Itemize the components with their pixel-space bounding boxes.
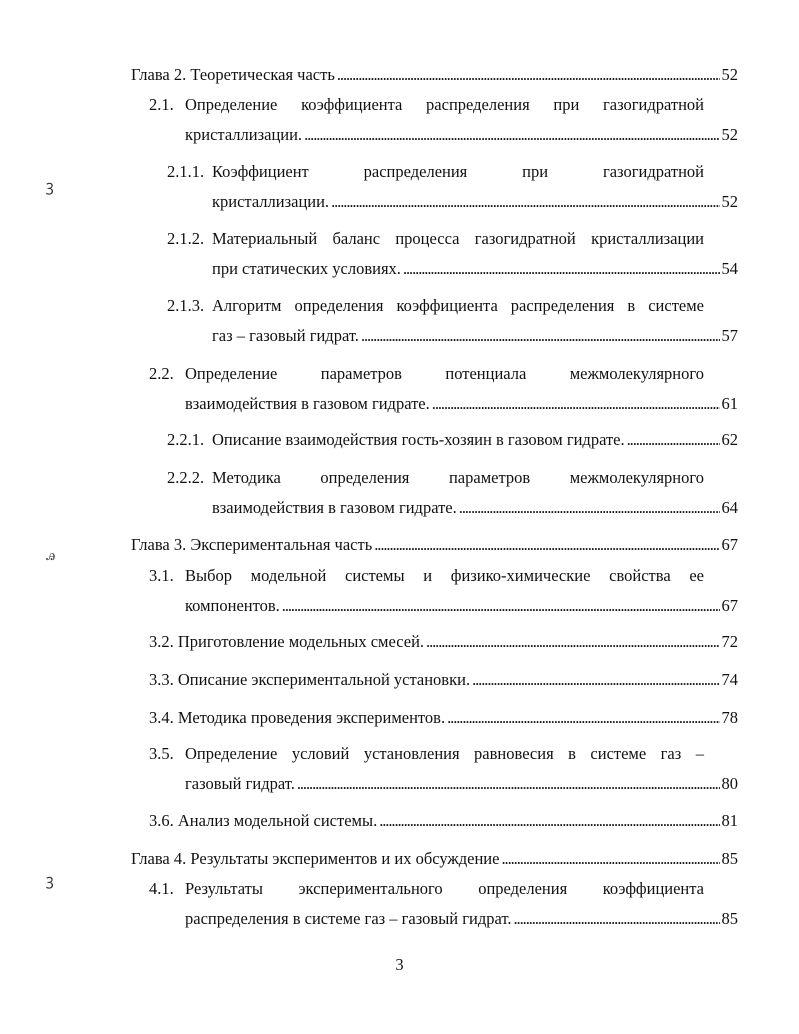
toc-entry-page: 64 <box>721 498 738 517</box>
toc-entry-title: Описание взаимодействия гость-хозяин в газовом гидрате. <box>212 430 625 449</box>
toc-entry-number: 4.1. <box>149 879 174 898</box>
scan-mark-icon: ꭿ <box>46 546 56 564</box>
toc-leader-dots <box>432 393 720 415</box>
toc-entry-page: 52 <box>721 65 738 84</box>
toc-leader-dots <box>403 258 720 280</box>
toc-entry-page: 80 <box>721 774 738 793</box>
toc-leader-dots <box>361 325 720 347</box>
page-number: 3 <box>395 955 404 974</box>
toc-entry-title: Определение параметров потенциала межмолекулярного <box>185 364 704 383</box>
toc-entry-number: 3.5. <box>149 744 174 763</box>
toc-entry <box>149 565 738 617</box>
toc-entry-number: 2.2.2. <box>167 468 205 487</box>
toc-entry-page: 67 <box>721 596 738 615</box>
toc-entry-page: 54 <box>721 259 738 278</box>
toc-entry-title: Определение условий установления равновесия в системе газ – <box>185 744 704 763</box>
toc-entry-title-cont: при статических условиях. <box>212 259 401 278</box>
toc-leader-dots <box>374 534 719 556</box>
toc-entry-page: 52 <box>721 192 738 211</box>
toc-entry-page: 74 <box>721 670 738 689</box>
toc-entry-number: 2.1.3. <box>167 296 205 315</box>
toc-entry-title: 3.3. Описание экспериментальной установки. <box>149 670 471 689</box>
toc-entry-number: 2.1.1. <box>167 162 205 181</box>
toc-entry <box>167 295 738 347</box>
toc-entry-title: Алгоритм определения коэффициента распределения в системе <box>212 296 704 315</box>
toc-entry-title-cont: газ – газовый гидрат. <box>212 326 359 345</box>
toc-entry-title-cont: газовый гидрат. <box>185 774 295 793</box>
toc-entry-number: 3.1. <box>149 566 174 585</box>
toc-leader-dots <box>459 497 720 519</box>
toc-entry <box>149 669 738 691</box>
toc-entry-title: 3.2. Приготовление модельных смесей. <box>149 632 425 651</box>
toc-entry-title: 3.4. Методика проведения экспериментов. <box>149 708 446 727</box>
toc-leader-dots <box>447 707 719 729</box>
toc-entry-title: Результаты экспериментального определения коэффициента <box>185 879 704 898</box>
toc-entry-page: 85 <box>721 909 738 928</box>
toc-entry-page: 52 <box>721 125 738 144</box>
toc-entry-title: Выбор модельной системы и физико-химические свойства ее <box>185 566 704 585</box>
toc-entry <box>149 743 738 795</box>
toc-leader-dots <box>331 191 719 213</box>
toc-entry-title: Глава 4. Результаты экспериментов и их обсуждение <box>131 849 500 868</box>
toc-entry <box>167 429 738 451</box>
toc-entry-title-cont: взаимодействия в газовом гидрате. <box>185 394 430 413</box>
toc-entry <box>149 94 738 146</box>
toc-entry <box>167 228 738 280</box>
toc-entry <box>149 631 738 653</box>
toc-entry-page: 61 <box>721 394 738 413</box>
toc-entry <box>131 848 738 870</box>
toc-leader-dots <box>337 64 720 86</box>
toc-entry <box>167 161 738 213</box>
scan-mark-icon: ꝫ <box>46 177 54 195</box>
toc-entry <box>149 810 738 832</box>
toc-entry-page: 81 <box>721 811 738 830</box>
toc-entry-page: 62 <box>721 430 738 449</box>
toc-leader-dots <box>379 810 719 832</box>
toc-entry-title-cont: распределения в системе газ – газовый гидрат. <box>185 909 512 928</box>
toc-entry <box>131 534 738 556</box>
toc-entry-number: 2.2.1. <box>167 430 205 449</box>
toc-entry-number: 2.1. <box>149 95 174 114</box>
toc-entry-title-cont: кристаллизации. <box>185 125 303 144</box>
toc-entry-page: 78 <box>721 708 738 727</box>
toc-entry-page: 85 <box>721 849 738 868</box>
toc-leader-dots <box>426 631 719 653</box>
toc-entry-title-cont: взаимодействия в газовом гидрате. <box>212 498 457 517</box>
toc-entry <box>167 467 738 519</box>
toc-leader-dots <box>627 429 720 451</box>
scan-mark-icon: ꝫ <box>46 871 54 889</box>
toc-entry-number: 2.1.2. <box>167 229 205 248</box>
toc-entry <box>149 878 738 930</box>
toc-leader-dots <box>501 848 719 870</box>
toc-leader-dots <box>282 595 720 617</box>
toc-entry-title: Материальный баланс процесса газогидратной кристаллизации <box>212 229 704 248</box>
toc-entry <box>131 64 738 86</box>
toc-leader-dots <box>304 124 719 146</box>
toc-entry-title: Коэффициент распределения при газогидратной <box>212 162 704 181</box>
toc-entry-page: 67 <box>721 535 738 554</box>
toc-entry-title: 3.6. Анализ модельной системы. <box>149 811 378 830</box>
toc-entry-title: Определение коэффициента распределения при газогидратной <box>185 95 704 114</box>
toc-leader-dots <box>297 773 720 795</box>
toc-entry-title: Глава 2. Теоретическая часть <box>131 65 335 84</box>
toc-entry-title-cont: компонентов. <box>185 596 280 615</box>
toc-entry-title: Глава 3. Экспериментальная часть <box>131 535 373 554</box>
toc-entry <box>149 363 738 415</box>
toc-entry-number: 2.2. <box>149 364 174 383</box>
toc-entry-title-cont: кристаллизации. <box>212 192 330 211</box>
toc-entry-page: 72 <box>721 632 738 651</box>
toc-leader-dots <box>472 669 719 691</box>
toc-entry <box>149 707 738 729</box>
toc-entry-title: Методика определения параметров межмолекулярного <box>212 468 704 487</box>
toc-leader-dots <box>514 908 720 930</box>
toc-entry-page: 57 <box>721 326 738 345</box>
